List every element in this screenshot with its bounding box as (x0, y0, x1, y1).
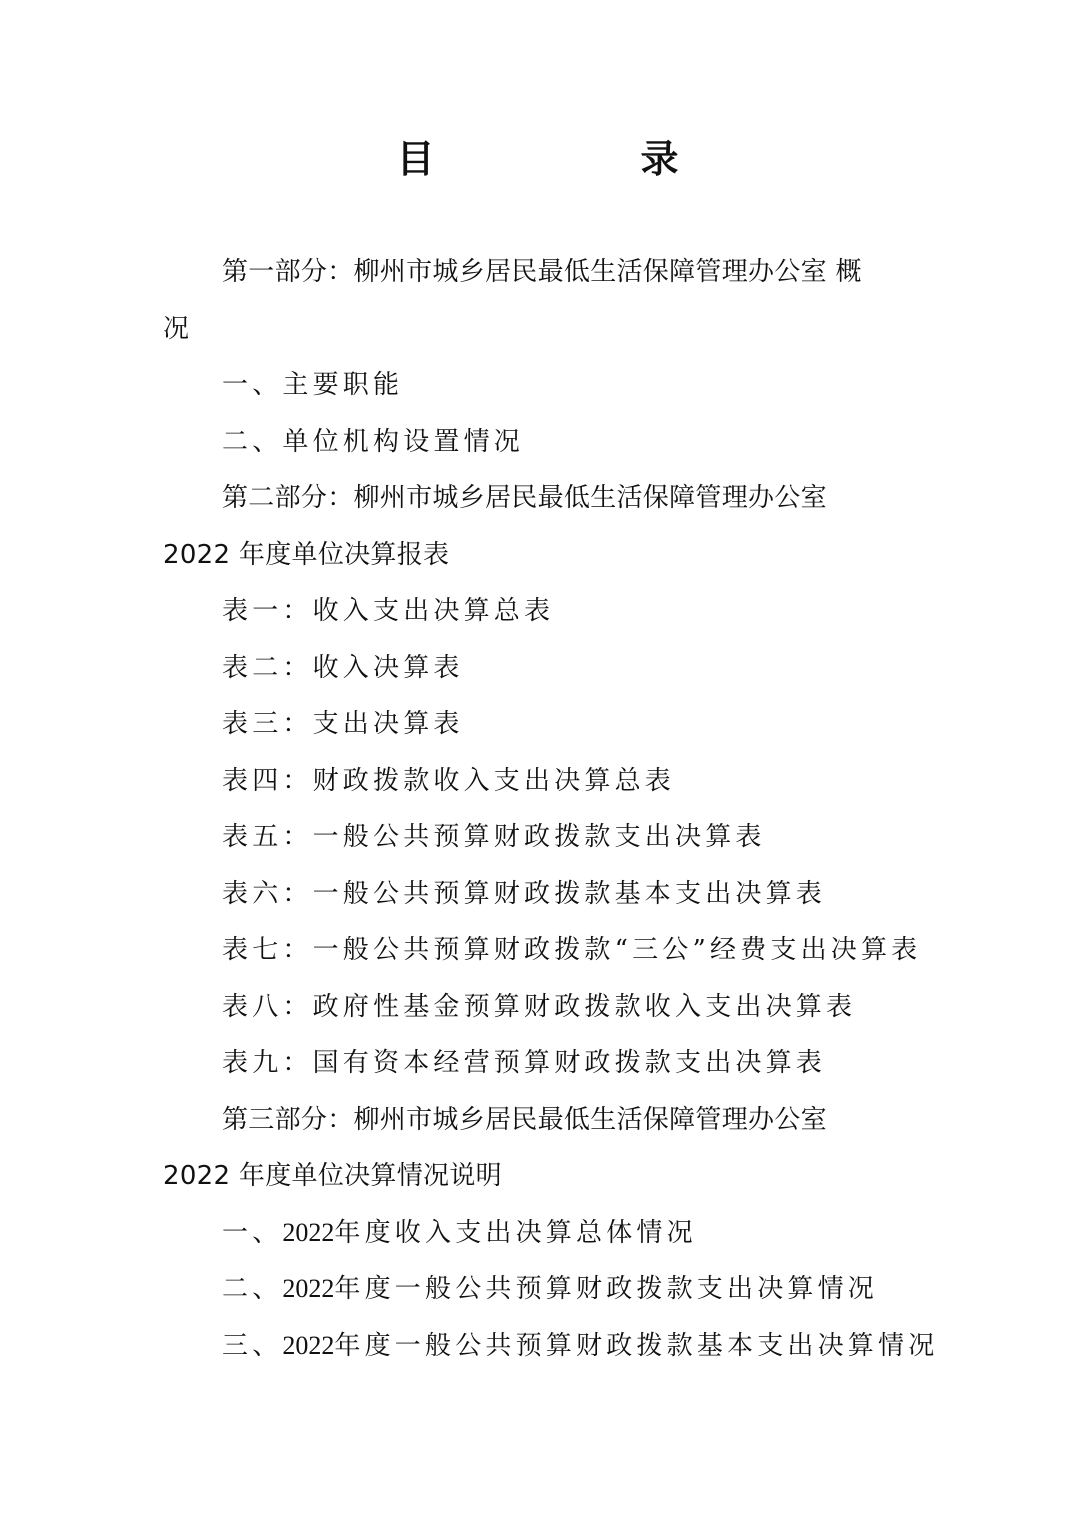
toc-item-text: 年度一般公共预算财政拨款基本支出决算情况 (334, 1330, 939, 1361)
table-of-contents (163, 244, 939, 1374)
toc-table-4[interactable]: 表四：财政拨款收入支出决算总表 (222, 765, 676, 796)
toc-table-8[interactable]: 表八：政府性基金预算财政拨款收入支出决算表 (222, 991, 857, 1022)
toc-item-text: 年度一般公共预算财政拨款支出决算情况 (334, 1274, 879, 1304)
toc-table-6[interactable]: 表六：一般公共预算财政拨款基本支出决算表 (222, 878, 827, 909)
toc-part3-item-1[interactable] (163, 1205, 918, 1262)
toc-item-year: 2022 (282, 1274, 335, 1303)
toc-part1-item-functions[interactable]: 一、主要职能 (222, 370, 404, 400)
toc-part1-item-structure[interactable]: 二、单位机构设置情况 (222, 426, 525, 457)
toc-item-prefix: 三、 (222, 1330, 283, 1361)
toc-item-prefix: 二、 (222, 1274, 283, 1304)
toc-table-9[interactable]: 表九：国有资本经营预算财政拨款支出决算表 (222, 1048, 827, 1078)
toc-item-year: 2022 (282, 1217, 335, 1247)
toc-item-text: 年度收入支出决算总体情况 (334, 1217, 697, 1248)
toc-table-7[interactable]: 表七：一般公共预算财政拨款“三公”经费支出决算表 (222, 935, 922, 965)
toc-part3-heading-cont[interactable]: 2022 年度单位决算情况说明 (163, 1161, 502, 1191)
toc-table-3[interactable]: 表三：支出决算表 (222, 709, 464, 739)
toc-part1-heading-cont[interactable]: 况 (163, 313, 190, 344)
toc-part2-heading-cont[interactable]: 2022 年度单位决算报表 (163, 539, 450, 570)
toc-part2-heading[interactable]: 第二部分：柳州市城乡居民最低生活保障管理办公室 (222, 483, 827, 513)
toc-table-5[interactable]: 表五：一般公共预算财政拨款支出决算表 (222, 822, 766, 852)
toc-item-year: 2022 (282, 1330, 335, 1360)
toc-table-1[interactable]: 表一：收入支出决算总表 (222, 596, 555, 626)
toc-part1-heading[interactable]: 第一部分：柳州市城乡居民最低生活保障管理办公室 概 (222, 257, 862, 287)
toc-part3-heading[interactable]: 第三部分：柳州市城乡居民最低生活保障管理办公室 (222, 1104, 827, 1135)
toc-part3-item-2[interactable] (163, 1261, 918, 1318)
toc-item-prefix: 一、 (222, 1217, 283, 1248)
page-title: 目 录 (396, 137, 763, 181)
toc-table-2[interactable]: 表二：收入决算表 (222, 652, 464, 683)
toc-part3-item-3[interactable] (163, 1318, 939, 1375)
